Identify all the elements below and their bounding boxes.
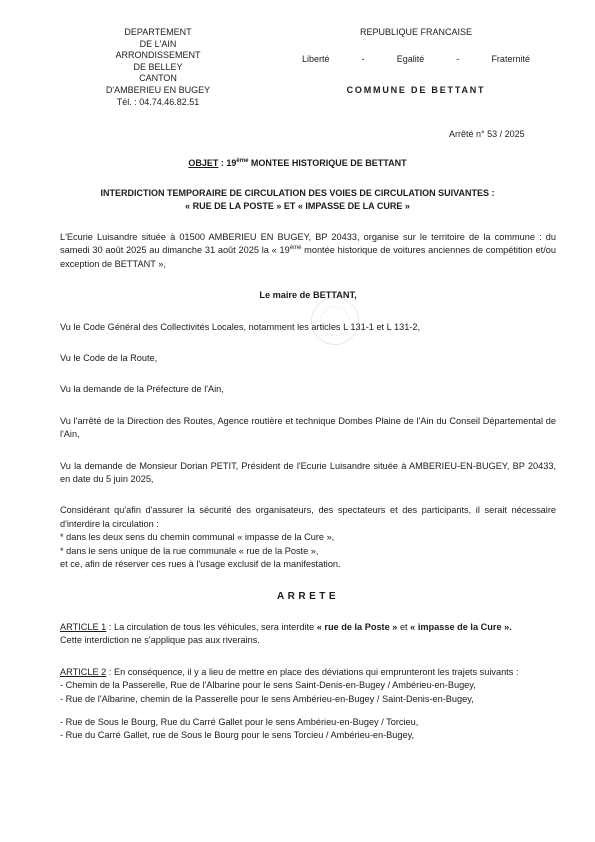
- vu-paragraph: Vu le Code Général des Collectivités Locales, notamment les articles L 131-1 et L 131-2,: [60, 321, 421, 332]
- detour-line: - Rue du Carré Gallet, rue de Sous le Bourg pour le sens Torcieu / Ambérieu-en-Bugey,: [60, 730, 415, 741]
- header-right-block: [296, 27, 536, 95]
- article-1: [60, 621, 556, 634]
- detour-line: - Rue de l'Albarine, chemin de la Passerelle pour le sens Ambérieu-en-Bugey / Saint-Denis-en-Bugey,: [60, 693, 474, 704]
- intro-text-a: L'Ecurie Luisandre située à 01500 AMBERIEU EN BUGEY, BP 20433, organise sur le territoire de la commune : du samedi 30 août 2025 au dimanche 31 août 2025 la « 19: [60, 232, 556, 256]
- intro-text-b: montée historique de voitures anciennes de compétition et/ou exception de BETTANT »,: [60, 245, 556, 269]
- considerant-item: * dans les deux sens du chemin communal « impasse de la Cure »,: [60, 532, 335, 543]
- arrondissement-name-line: DE BELLEY: [133, 61, 183, 72]
- mayor-heading: Le maire de BETTANT,: [259, 290, 357, 301]
- canton-line: CANTON: [139, 73, 177, 84]
- arrete-number: Arrêté n° 53 / 2025: [449, 129, 525, 139]
- arrondissement-line: ARRONDISSEMENT: [115, 50, 201, 61]
- article-2: [60, 666, 556, 679]
- motto-fraternite: Fraternité: [491, 54, 530, 64]
- article-1-text: : La circulation de tous les véhicules, sera interdite: [106, 621, 317, 632]
- interdiction-line-1: INTERDICTION TEMPORAIRE DE CIRCULATION DES VOIES DE CIRCULATION SUIVANTES :: [100, 188, 495, 198]
- vu-paragraph: Vu la demande de Monsieur Dorian PETIT, Président de l'Ecurie Luisandre située à AMBERIEU-EN-BUGEY, BP 20433, en date du 5 juin 2025,: [60, 460, 556, 485]
- department-line: DEPARTEMENT: [124, 27, 192, 37]
- department-name-line: DE L'AIN: [139, 38, 177, 49]
- vu-paragraph: Vu la demande de la Préfecture de l'Ain,: [60, 384, 224, 395]
- objet-label: OBJET: [188, 158, 219, 168]
- article-1-and: et: [397, 621, 411, 632]
- article-2-text: : En conséquence, il y a lieu de mettre en place des déviations qui emprunteront les trajets suivants :: [106, 666, 519, 677]
- commune-title: COMMUNE DE BETTANT: [346, 85, 486, 95]
- vu-paragraph: Vu le Code de la Route,: [60, 353, 158, 364]
- republic-title: REPUBLIQUE FRANCAISE: [359, 27, 473, 37]
- motto-separator: -: [456, 54, 460, 64]
- arrete-heading: ARRETE: [276, 590, 340, 602]
- interdiction-heading: [60, 187, 535, 213]
- header-left-block: [88, 27, 228, 108]
- phone-line: Tél. : 04.74.46.82.51: [116, 96, 200, 107]
- objet-title: MONTEE HISTORIQUE DE BETTANT: [248, 158, 407, 168]
- considerant-item: * dans le sens unique de la rue communale « rue de la Poste »,: [60, 545, 319, 556]
- article-2-label: ARTICLE 2: [60, 666, 107, 677]
- considerant-paragraph: Considérant qu'afin d'assurer la sécurité des organisateurs, des spectateurs et des participants, il serait nécessaire d'interdire la circulation :: [60, 505, 556, 529]
- article-1-street-cure: « impasse de la Cure ».: [410, 621, 512, 632]
- motto-egalite: Egalité: [396, 54, 425, 64]
- article-1-label: ARTICLE 1: [60, 621, 107, 632]
- intro-paragraph: [60, 231, 556, 271]
- objet-ordinal-suffix: ème: [236, 158, 249, 164]
- article-1-street-poste: « rue de la Poste »: [316, 621, 398, 632]
- republic-motto: [296, 54, 536, 64]
- article-1-note: Cette interdiction ne s'applique pas aux riverains.: [60, 635, 260, 646]
- interdiction-line-2: « RUE DE LA POSTE » ET « IMPASSE DE LA CURE »: [185, 201, 410, 211]
- intro-ordinal-suffix: ème: [289, 245, 302, 252]
- detour-line: - Chemin de la Passerelle, Rue de l'Albarine pour le sens Saint-Denis-en-Bugey / Ambérieu-en-Bugey,: [60, 680, 476, 691]
- motto-liberte: Liberté: [302, 54, 330, 64]
- objet-separator: : 19: [218, 158, 237, 168]
- motto-separator: -: [361, 54, 365, 64]
- canton-name-line: D'AMBERIEU EN BUGEY: [105, 84, 211, 95]
- detour-line: - Rue de Sous le Bourg, Rue du Carré Gallet pour le sens Ambérieu-en-Bugey / Torcieu,: [60, 716, 419, 727]
- considerant-end: et ce, afin de réserver ces rues à l'usage exclusif de la manifestation.: [60, 559, 341, 570]
- document-body: [60, 231, 556, 743]
- vu-paragraph: Vu l'arrêté de la Direction des Routes, Agence routière et technique Dombes Plaine de l'Ain du Conseil Départemental de l'Ain,: [60, 415, 556, 440]
- objet-line: [0, 158, 595, 168]
